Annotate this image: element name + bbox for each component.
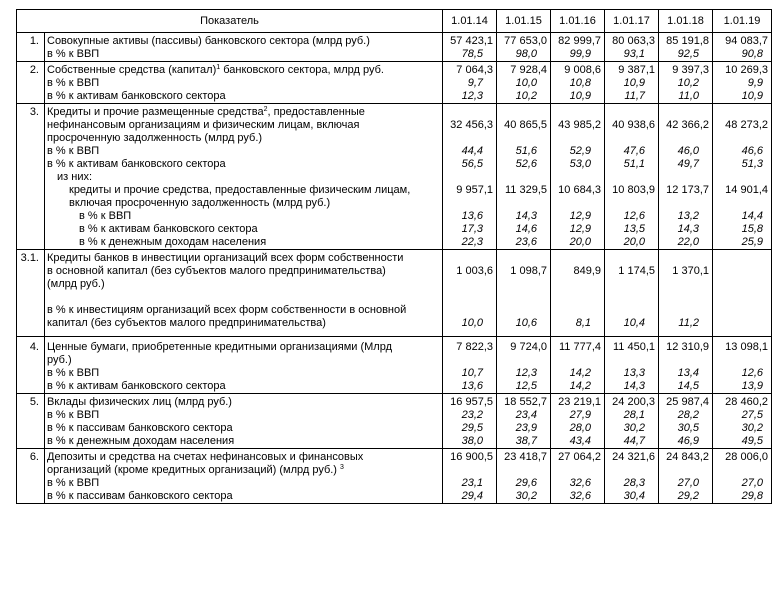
cell-value: 14,5: [677, 380, 699, 392]
cell-value: 23 219,1: [558, 396, 601, 408]
value-column: [497, 33, 551, 62]
cell-value: 30,2: [741, 422, 763, 434]
row-label-line: [47, 354, 442, 367]
cell-value: 32,6: [569, 477, 591, 489]
cell-value: 48 273,2: [725, 119, 768, 131]
label-text: в % к активам банковского сектора: [47, 158, 226, 170]
value-column: [713, 62, 772, 104]
label-text: из них:: [57, 171, 93, 183]
row-label-line: [47, 278, 442, 291]
section-row: [17, 394, 772, 449]
label-text: в % к ВВП: [47, 409, 100, 421]
cell-value: 13 098,1: [725, 341, 768, 353]
cell-value: 30,5: [677, 422, 699, 434]
value-column: [713, 250, 772, 337]
label-text: банковского сектора, млрд руб.: [220, 64, 384, 76]
cell-value: 12,9: [569, 223, 591, 235]
value-column: [713, 394, 772, 449]
section-number: 3.: [17, 104, 45, 250]
label-text: в % к активам банковского сектора: [79, 223, 258, 235]
cell-value: [551, 171, 604, 184]
value-column: [497, 62, 551, 104]
cell-value: 23,4: [515, 409, 537, 421]
header-indicator: Показатель: [17, 10, 443, 33]
row-label-line: [47, 90, 442, 103]
cell-value: 46,0: [677, 145, 699, 157]
cell-value: 13,5: [623, 223, 645, 235]
row-label-line: [47, 380, 442, 393]
label-text: в % к ВВП: [79, 210, 132, 222]
cell-value: 38,0: [461, 435, 483, 447]
value-column: [551, 33, 605, 62]
cell-value: 28 460,2: [725, 396, 768, 408]
label-text: в % к ВВП: [47, 77, 100, 89]
cell-value: 1 174,5: [618, 265, 655, 277]
cell-value: 23 418,7: [504, 451, 547, 463]
section-number: 2.: [17, 62, 45, 104]
row-label-line: [47, 304, 442, 317]
cell-value: 11,2: [678, 317, 699, 329]
cell-value: 43,4: [569, 435, 591, 447]
cell-value: 12 310,9: [666, 341, 709, 353]
label-text: в % к активам банковского сектора: [47, 90, 226, 102]
label-text: включая просроченную задолженность (млрд руб.): [69, 197, 331, 209]
label-text: в % к активам банковского сектора: [47, 380, 226, 392]
row-label-line: [47, 77, 442, 90]
cell-value: 27,0: [741, 477, 763, 489]
cell-value: 20,0: [569, 236, 591, 248]
cell-value: 10,7: [461, 367, 483, 379]
label-text: в % к ВВП: [47, 367, 100, 379]
cell-value: 49,5: [741, 435, 763, 447]
cell-value: 28 006,0: [725, 451, 768, 463]
cell-value: 52,9: [569, 145, 591, 157]
cell-value: 14,3: [515, 210, 537, 222]
cell-value: 13,6: [461, 210, 483, 222]
cell-value: 27,9: [569, 409, 591, 421]
header-row: [17, 10, 772, 33]
cell-value: 14,3: [677, 223, 699, 235]
row-label-line: [47, 252, 442, 265]
cell-value: 90,8: [741, 48, 763, 60]
row-label-line: [47, 106, 442, 119]
cell-value: 15,8: [741, 223, 763, 235]
label-text: Совокупные активы (пассивы) банковского сектора (млрд руб.): [47, 35, 370, 47]
section-number: 5.: [17, 394, 45, 449]
section-labels: [45, 337, 443, 394]
value-column: [659, 394, 713, 449]
cell-value: 27 064,2: [558, 451, 601, 463]
value-column: [659, 337, 713, 394]
cell-value: 32 456,3: [450, 119, 493, 131]
row-label-line: [47, 477, 442, 490]
cell-value: 16 900,5: [450, 451, 493, 463]
footnote-mark: 3: [340, 464, 344, 471]
cell-value: 14,4: [741, 210, 763, 222]
row-label-line: [47, 396, 442, 409]
cell-value: 30,2: [515, 490, 537, 502]
label-text: в % к денежным доходам населения: [79, 236, 267, 248]
label-text: (млрд руб.): [47, 278, 105, 290]
value-column: [497, 394, 551, 449]
cell-value: 30,2: [623, 422, 645, 434]
row-label-line: [47, 265, 442, 278]
cell-value: 10,2: [677, 77, 699, 89]
cell-value: 27,0: [677, 477, 699, 489]
cell-value: 92,5: [677, 48, 699, 60]
cell-value: 28,2: [677, 409, 699, 421]
cell-value: 51,6: [515, 145, 537, 157]
label-text: Вклады физических лиц (млрд руб.): [47, 396, 232, 408]
section-row: [17, 62, 772, 104]
cell-value: 9 387,1: [618, 64, 655, 76]
section-row: [17, 250, 772, 337]
value-column: [551, 337, 605, 394]
row-label-line: [47, 48, 442, 61]
row-label-line: [47, 119, 442, 132]
cell-value: 10,9: [741, 90, 763, 102]
cell-value: [713, 171, 771, 184]
label-text: Кредиты и прочие размещенные средства: [47, 106, 264, 118]
label-text: в % к пассивам банковского сектора: [47, 490, 233, 502]
cell-value: 38,7: [515, 435, 537, 447]
cell-value: [713, 317, 771, 330]
row-label-line: [47, 64, 442, 77]
cell-value: 47,6: [623, 145, 645, 157]
cell-value: 78,5: [461, 48, 483, 60]
cell-value: 22,0: [677, 236, 699, 248]
section-labels: [45, 33, 443, 62]
cell-value: 12 173,7: [666, 184, 709, 196]
label-text: в % к ВВП: [47, 477, 100, 489]
row-label-line: [47, 210, 442, 223]
cell-value: [713, 265, 771, 278]
cell-value: 44,4: [461, 145, 483, 157]
row-label-line: [47, 490, 442, 503]
cell-value: 13,4: [677, 367, 699, 379]
section-labels: [45, 394, 443, 449]
cell-value: 23,6: [515, 236, 537, 248]
label-text: руб.): [47, 354, 72, 366]
value-column: [443, 33, 497, 62]
cell-value: 42 366,2: [666, 119, 709, 131]
row-label-line: [47, 317, 442, 330]
value-column: [443, 449, 497, 504]
section-labels: [45, 449, 443, 504]
cell-value: 51,3: [741, 158, 763, 170]
footnote-mark: 2: [263, 106, 268, 113]
banking-sector-table: [16, 9, 772, 504]
cell-value: 29,8: [741, 490, 763, 502]
cell-value: 11,7: [624, 90, 645, 102]
value-column: [659, 250, 713, 337]
label-text: в % к ВВП: [47, 145, 100, 157]
label-text: нефинансовым организациям и физическим лицам, включая: [47, 119, 360, 131]
cell-value: 28,1: [623, 409, 645, 421]
label-text: в % к пассивам банковского сектора: [47, 422, 233, 434]
header-year: 1.01.17: [605, 10, 659, 33]
value-column: [605, 104, 659, 250]
cell-value: 29,6: [515, 477, 537, 489]
cell-value: 12,6: [623, 210, 645, 222]
value-column: [443, 394, 497, 449]
cell-value: 1 370,1: [672, 265, 709, 277]
header-year: 1.01.15: [497, 10, 551, 33]
cell-value: 56,5: [461, 158, 483, 170]
value-column: [659, 62, 713, 104]
label-text: в основной капитал (без субъектов малого предпринимательства): [47, 265, 386, 277]
row-label-line: [47, 184, 442, 197]
cell-value: 46,9: [677, 435, 699, 447]
cell-value: 849,9: [573, 265, 601, 277]
cell-value: 12,3: [515, 367, 537, 379]
cell-value: 10 684,3: [558, 184, 601, 196]
header-year: 1.01.14: [443, 10, 497, 33]
cell-value: 22,3: [461, 236, 483, 248]
header-year: 1.01.19: [713, 10, 772, 33]
cell-value: 23,9: [515, 422, 537, 434]
cell-value: 18 552,7: [504, 396, 547, 408]
section-row: [17, 33, 772, 62]
cell-value: 9 957,1: [456, 184, 493, 196]
row-label-line: [47, 145, 442, 158]
value-column: [713, 104, 772, 250]
value-column: [605, 449, 659, 504]
cell-value: 98,0: [515, 48, 537, 60]
section-row: [17, 337, 772, 394]
value-column: [497, 104, 551, 250]
cell-value: 99,9: [569, 48, 591, 60]
value-column: [713, 33, 772, 62]
row-label-line: [47, 341, 442, 354]
cell-value: [605, 171, 658, 184]
cell-value: 7 064,3: [456, 64, 493, 76]
cell-value: 57 423,1: [450, 35, 493, 47]
value-column: [605, 250, 659, 337]
cell-value: 12,6: [741, 367, 763, 379]
section-number: 6.: [17, 449, 45, 504]
label-text: кредиты и прочие средства, предоставленные физическим лицам,: [69, 184, 411, 196]
label-text: в % к денежным доходам населения: [47, 435, 235, 447]
label-text: Ценные бумаги, приобретенные кредитными организациями (Млрд: [47, 341, 392, 353]
cell-value: 14,3: [623, 380, 645, 392]
value-column: [605, 394, 659, 449]
row-label-line: [47, 132, 442, 145]
cell-value: [443, 171, 496, 184]
row-label-line: [47, 464, 442, 477]
cell-value: 16 957,5: [450, 396, 493, 408]
cell-value: 8,1: [575, 317, 591, 329]
row-label-line: [47, 171, 442, 184]
cell-value: 11,0: [678, 90, 699, 102]
label-text: просроченную задолженность (млрд руб.): [47, 132, 263, 144]
value-column: [605, 33, 659, 62]
cell-value: 44,7: [623, 435, 645, 447]
cell-value: 9,7: [467, 77, 483, 89]
cell-value: 23,1: [461, 477, 483, 489]
section-labels: [45, 104, 443, 250]
cell-value: 30,4: [623, 490, 645, 502]
cell-value: 24 321,6: [612, 451, 655, 463]
cell-value: 11 329,5: [504, 184, 547, 196]
cell-value: 25 987,4: [666, 396, 709, 408]
value-column: [551, 104, 605, 250]
header-year: 1.01.18: [659, 10, 713, 33]
value-column: [659, 104, 713, 250]
label-text: Депозиты и средства на счетах нефинансовых и финансовых: [47, 451, 364, 463]
cell-value: 85 191,8: [666, 35, 709, 47]
cell-value: 40 865,5: [504, 119, 547, 131]
value-column: [713, 449, 772, 504]
cell-value: 12,9: [569, 210, 591, 222]
section-number: 4.: [17, 337, 45, 394]
cell-value: 10 269,3: [725, 64, 768, 76]
cell-value: 9 008,6: [564, 64, 601, 76]
cell-value: 24 200,3: [612, 396, 655, 408]
cell-value: 80 063,3: [612, 35, 655, 47]
cell-value: 14 901,4: [725, 184, 768, 196]
label-text: , предоставленные: [267, 106, 365, 118]
cell-value: 24 843,2: [666, 451, 709, 463]
cell-value: 12,3: [461, 90, 483, 102]
cell-value: 10,8: [569, 77, 591, 89]
cell-value: 40 938,6: [612, 119, 655, 131]
label-text: Собственные средства (капитал): [47, 64, 217, 76]
cell-value: 93,1: [623, 48, 645, 60]
label-text: организаций (кроме кредитных организаций) (млрд руб.): [47, 464, 337, 476]
cell-value: 13,2: [677, 210, 699, 222]
cell-value: 7 822,3: [456, 341, 493, 353]
footnote-mark: 1: [216, 64, 221, 71]
row-label-line: [47, 223, 442, 236]
value-column: [551, 394, 605, 449]
cell-value: 43 985,2: [558, 119, 601, 131]
label-text: в % к инвестициям организаций всех форм собственности в основной: [47, 304, 407, 316]
cell-value: 82 999,7: [558, 35, 601, 47]
cell-value: 10,9: [623, 77, 645, 89]
header-year: 1.01.16: [551, 10, 605, 33]
value-column: [713, 337, 772, 394]
cell-value: 10,4: [623, 317, 645, 329]
value-column: [497, 449, 551, 504]
label-text: капитал (без субъектов малого предпринимательства): [47, 317, 326, 329]
cell-value: 52,6: [515, 158, 537, 170]
section-labels: [45, 250, 443, 337]
value-column: [551, 62, 605, 104]
value-column: [551, 250, 605, 337]
cell-value: 9 397,3: [672, 64, 709, 76]
cell-value: 10,2: [515, 90, 537, 102]
cell-value: 23,2: [461, 409, 483, 421]
cell-value: 1 003,6: [456, 265, 493, 277]
value-column: [497, 337, 551, 394]
row-label-line: [47, 35, 442, 48]
cell-value: 11 450,1: [612, 341, 655, 353]
value-column: [551, 449, 605, 504]
row-label-line: [47, 158, 442, 171]
cell-value: 53,0: [569, 158, 591, 170]
cell-value: 17,3: [461, 223, 483, 235]
section-labels: [45, 62, 443, 104]
cell-value: 29,5: [461, 422, 483, 434]
cell-value: 46,6: [741, 145, 763, 157]
value-column: [443, 104, 497, 250]
cell-value: 29,4: [461, 490, 483, 502]
cell-value: [497, 171, 550, 184]
cell-value: 27,5: [741, 409, 763, 421]
row-label-line: [47, 236, 442, 249]
value-column: [659, 33, 713, 62]
cell-value: 1 098,7: [510, 265, 547, 277]
cell-value: 49,7: [677, 158, 699, 170]
cell-value: 32,6: [569, 490, 591, 502]
value-column: [497, 250, 551, 337]
cell-value: 10,6: [515, 317, 537, 329]
cell-value: 14,2: [569, 367, 591, 379]
cell-value: 12,5: [515, 380, 537, 392]
cell-value: 29,2: [677, 490, 699, 502]
cell-value: 11 777,4: [558, 341, 601, 353]
cell-value: 28,0: [569, 422, 591, 434]
cell-value: 10 803,9: [612, 184, 655, 196]
cell-value: 9 724,0: [510, 341, 547, 353]
section-row: [17, 104, 772, 250]
cell-value: 10,9: [569, 90, 591, 102]
value-column: [659, 449, 713, 504]
cell-value: 94 083,7: [725, 35, 768, 47]
section-row: [17, 449, 772, 504]
row-label-line: [47, 451, 442, 464]
cell-value: 10,0: [461, 317, 483, 329]
cell-value: 13,6: [461, 380, 483, 392]
cell-value: 13,3: [623, 367, 645, 379]
cell-value: 7 928,4: [510, 64, 547, 76]
section-number: 3.1.: [17, 250, 45, 337]
cell-value: 51,1: [623, 158, 645, 170]
cell-value: 13,9: [741, 380, 763, 392]
value-column: [605, 62, 659, 104]
row-label-line: [47, 435, 442, 448]
cell-value: 25,9: [741, 236, 763, 248]
section-number: 1.: [17, 33, 45, 62]
cell-value: 77 653,0: [504, 35, 547, 47]
value-column: [443, 62, 497, 104]
row-label-line: [47, 197, 442, 210]
cell-value: 14,6: [515, 223, 537, 235]
value-column: [443, 250, 497, 337]
row-label-line: [47, 409, 442, 422]
cell-value: 10,0: [515, 77, 537, 89]
cell-value: [659, 171, 712, 184]
row-label-line: [47, 422, 442, 435]
label-text: в % к ВВП: [47, 48, 100, 60]
label-text: Кредиты банков в инвестиции организаций всех форм собственности: [47, 252, 404, 264]
value-column: [605, 337, 659, 394]
cell-value: 28,3: [623, 477, 645, 489]
cell-value: 14,2: [569, 380, 591, 392]
value-column: [443, 337, 497, 394]
cell-value: 20,0: [623, 236, 645, 248]
cell-value: 9,9: [747, 77, 763, 89]
row-label-line: [47, 367, 442, 380]
